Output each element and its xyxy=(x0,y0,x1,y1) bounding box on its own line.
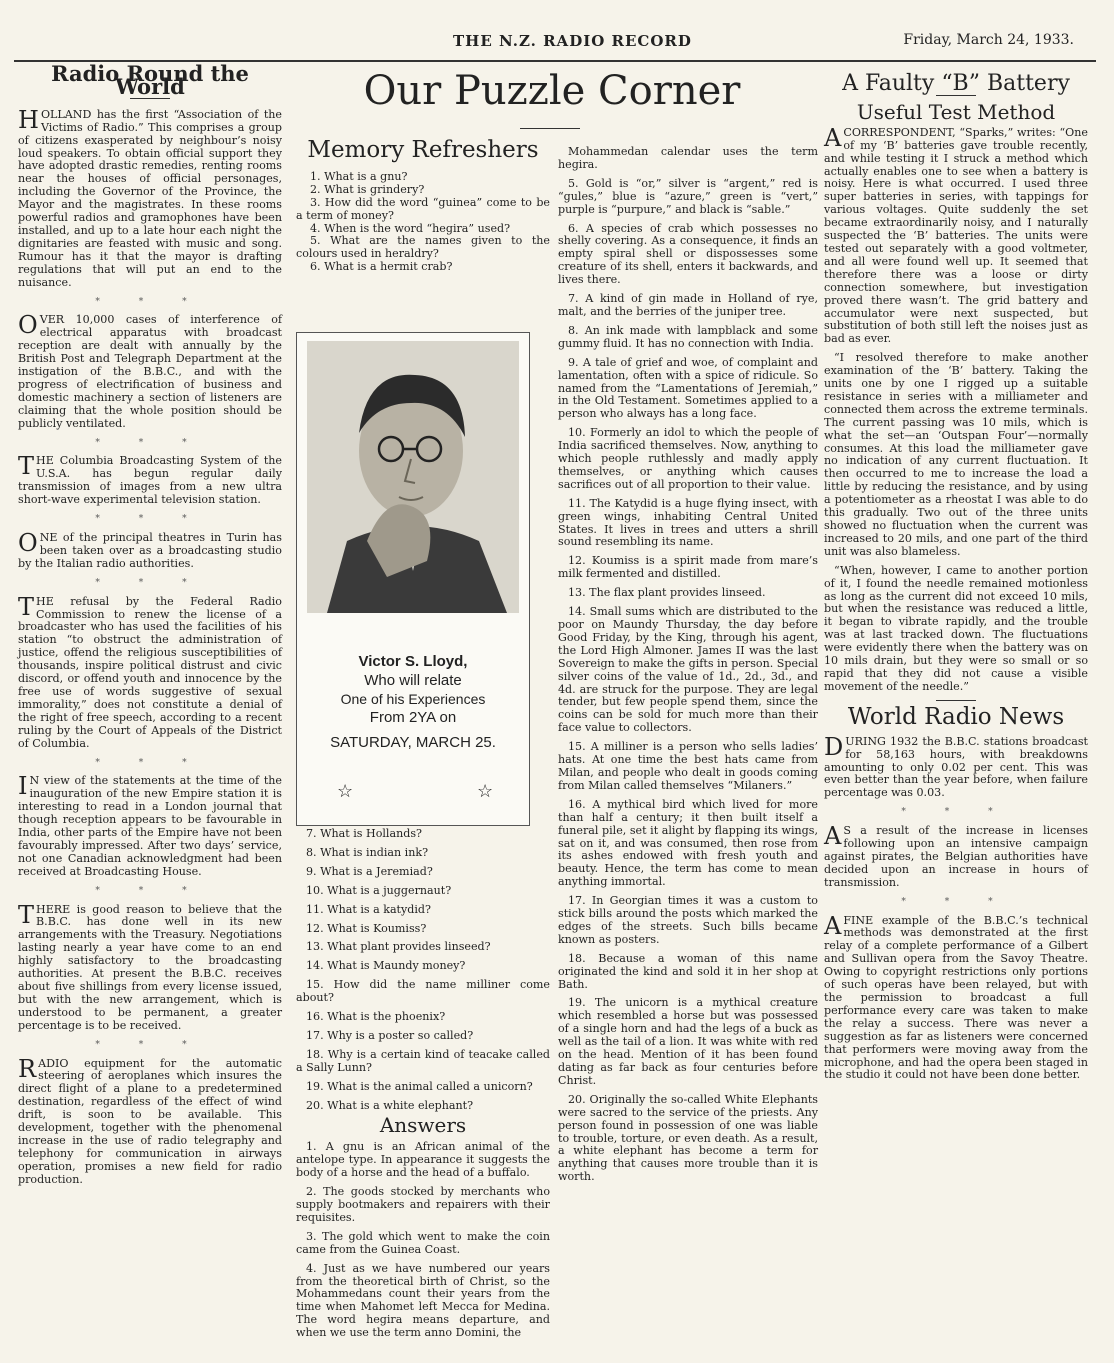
dropcap: O xyxy=(18,311,38,340)
dropcap: H xyxy=(18,105,39,134)
answers-title: Answers xyxy=(379,1112,467,1137)
answer-item: 14. Small sums which are distributed to the poor on Maundy Thursday, the day before Good Friday, by the King, through his agent, the Lord High Almoner. James II was the last Sovereign to make the gifts in person. Special silver coins of the value of 1d., 2d., 3d., and 4d. are struck for the purpose. They are legal tender, but few people spend them, since the coins can be sold for much more than their face value to collectors. xyxy=(558,605,818,735)
news-item: A FINE example of the B.B.C.’s technical methods was demonstrated at the first relay of a complete performance of a Gilbert and Sullivan opera from the Savoy Theatre. Owing to copyright restrictions only portions of such operas have been relayed, but with the permission to broadcast a full performance every care was taken to make the relay a success. There was never a suggestion as far as listeners were concerned that performers were moving away from the microphone, and had the opera been staged in the studio it could not have been done better. xyxy=(824,911,1088,1082)
radio-round-item: THE Columbia Broadcasting System of the U.S.A. has begun regular daily transmission of images from a new ultra short-wave experimental television station. xyxy=(18,452,282,507)
promo-line-2: Who will relate xyxy=(364,672,462,689)
question-item: 2. What is grindery? xyxy=(310,182,425,196)
star-icon: ☆ xyxy=(337,781,354,802)
separator-stars: * * * xyxy=(95,885,205,896)
page-header xyxy=(20,32,1094,54)
promo-name: Victor S. Lloyd, xyxy=(358,653,468,670)
memory-title: Memory Refreshers xyxy=(307,137,539,163)
dropcap: A xyxy=(824,123,842,152)
question-item: 5. What are the names given to the colours used in heraldry? xyxy=(296,234,550,261)
answer-item: 1. A gnu is an African animal of the antelope type. In appearance it suggests the body of a horse and the head of a buffalo. xyxy=(296,1140,550,1180)
puzzle-rule xyxy=(520,128,580,129)
answer-item: 16. A mythical bird which lived for more than half a century; it then built itself a funeral pile, set it alight by flapping its wings, sat on it, and was consumed, then rose from its ashes endowed with fresh youth and beauty. Hence, the term has come to mean anything immortal. xyxy=(558,797,818,889)
news-items xyxy=(824,732,1088,1083)
answer-item: 9. A tale of grief and woe, of complaint and lamentation, often with a spice of ridicule. So named from the “Lamentations of Jeremiah,” in the Old Testament. Sometimes applied to a person who always has a long face. xyxy=(558,355,818,421)
publication-name: THE N.Z. RADIO RECORD xyxy=(453,32,692,50)
answer-item: 10. Formerly an idol to which the people of India sacrificed themselves. Now, anything to which people ruthlessly and madly apply themselves, or anything which causes sacrifices out of all proportion to their value. xyxy=(558,426,818,491)
battery-news-column xyxy=(824,71,1088,1088)
radio-round-item: OVER 10,000 cases of interference of electrical apparatus with broadcast reception are dealt with annually by the British Post and Telegraph Department at the instigation of the B.B.C., and with the progress of electrification of business and domestic machinery a section of listeners are claiming that the whole position should be publicly ventilated. xyxy=(18,311,282,430)
question-item: 16. What is the phoenix? xyxy=(306,1010,446,1024)
answer-item: 13. The flax plant provides linseed. xyxy=(568,586,766,600)
battery-paragraph: A CORRESPONDENT, “Sparks,” writes: “One of my ‘B’ batteries gave trouble recently, and while testing it I struck a method which actually enables one to see when a battery is noisy. Here is what occurred. I used three super batteries in series, with tappings for various voltages. Quite suddenly the set became extraordinarily noisy, and I naturally suspected the ‘B’ batteries. The units were tested out separately with a good voltmeter, and all were found well up. It seemed that therefore there was a loose or dirty connection somewhere, but investigation proved there wasn’t. The grid battery and accumulator were next suspected, but substitution of both still left the noises just as bad as ever. xyxy=(824,123,1088,346)
news-title: World Radio News xyxy=(847,703,1065,730)
radio-round-item: HOLLAND has the first “Association of the Victims of Radio.” This comprises a group of citizens exasperated by neighbour’s noisy loud speakers. To obtain official support they have adopted drastic remedies, renting rooms near the houses of official personages, including the Governor of the Province, the Mayor and the magistrates. In these rooms powerful radios and gramophones have been installed, and up to a late hour each night the dignitaries are feasted with music and song. Rumour has it that the mayor is drafting regulations that will put an end to the nuisance. xyxy=(18,105,282,289)
dropcap: T xyxy=(18,592,35,621)
promo-box xyxy=(296,332,530,826)
memory-column xyxy=(296,137,550,274)
question-item: 14. What is Maundy money? xyxy=(306,959,466,973)
question-item: 19. What is the animal called a unicorn? xyxy=(306,1079,533,1093)
dropcap: T xyxy=(18,452,35,481)
answer-item: 2. The goods stocked by merchants who supply bootmakers and repairers with their requisites. xyxy=(296,1185,550,1224)
answer-item: 11. The Katydid is a huge flying insect, with green wings, inhabiting Central United States. It lives in trees and utters a shrill sound resembling its name. xyxy=(558,496,818,549)
question-item: 13. What plant provides linseed? xyxy=(306,940,491,954)
battery-paragraph: “When, however, I came to another portion of it, I found the needle remained motionless as long as the current did not exceed 10 mils, but when the resistance was reduced a little, it began to vibrate rapidly, and the trouble was at last tracked down. The fluctuations were evidently there when the battery was on 10 mils drain, but they were so small or so rapid that they did not cause a visible movement of the needle.” xyxy=(824,563,1088,693)
question-item: 8. What is indian ink? xyxy=(306,845,429,859)
answer-item: 5. Gold is “or,” silver is “argent,” red is “gules,” blue is “azure,” green is “vert,” purple is “purpure,” and black is “sable.” xyxy=(558,176,818,216)
dropcap: A xyxy=(824,911,842,940)
separator-stars: * * * xyxy=(95,577,205,588)
answer-item: 12. Koumiss is a spirit made from mare’s milk fermented and distilled. xyxy=(558,554,818,581)
question-item: 7. What is Hollands? xyxy=(306,827,422,840)
battery-title: A Faulty “B” Battery xyxy=(842,71,1070,96)
promo-line-3: One of his Experiences xyxy=(340,691,486,707)
promo-line-5: SATURDAY, MARCH 25. xyxy=(330,734,496,751)
answer-item: 7. A kind of gin made in Holland of rye, malt, and the berries of the juniper tree. xyxy=(558,292,818,318)
battery-subtitle: Useful Test Method xyxy=(856,99,1056,124)
answer-item: 17. In Georgian times it was a custom to stick bills around the posts which marked the edges of the streets. Such bills became known as posters. xyxy=(558,894,818,946)
separator-stars: * * * xyxy=(95,1039,205,1050)
question-item: 18. Why is a certain kind of teacake called a Sally Lunn? xyxy=(296,1047,550,1074)
dropcap: I xyxy=(18,772,28,801)
separator-stars: * * * xyxy=(95,437,205,448)
question-item: 15. How did the name milliner come about? xyxy=(296,978,550,1005)
radio-round-item: I N view of the statements at the time of the inauguration of the new Empire station it is interesting to read in a London journal that though reception appears to be favourable in India, other parts of the Empire have not been favourably impressed. After two days’ service, not one Canadian acknowledgment had been received at Broadcasting House. xyxy=(18,772,282,878)
question-item: 12. What is Koumiss? xyxy=(306,921,427,935)
answer-item: 4. Just as we have numbered our years from the theoretical birth of Christ, so the Mohammedans count their years from the time when Mahomet left Mecca for Medina. The word hegira means departure, and when we use the term anno Domini, the xyxy=(296,1261,550,1340)
radio-round-column xyxy=(18,61,282,1193)
answer-item: 3. The gold which went to make the coin came from the Guinea Coast. xyxy=(296,1229,550,1256)
question-item: 11. What is a katydid? xyxy=(306,902,431,916)
question-item: 4. When is the word “hegira” used? xyxy=(310,221,511,235)
question-item: 3. How did the word “guinea” come to be a term of money? xyxy=(296,195,550,222)
answer-item: 19. The unicorn is a mythical creature which resembled a horse but was possessed of a single horn and had the legs of a buck as well as the tail of a lion. It was white with red on the head. Mention of it has been found dating as far back as four centuries before Christ. xyxy=(558,996,818,1087)
separator-stars: * * * xyxy=(95,296,205,307)
section-rule xyxy=(936,700,976,701)
radio-round-items xyxy=(18,105,282,1187)
answer-item: 15. A milliner is a person who sells ladies’ hats. At one time the best hats came from Milan, and people who dealt in goods coming from Milan called themselves “Milaners.” xyxy=(558,740,818,792)
dropcap: A xyxy=(824,822,842,851)
promo-text xyxy=(297,651,529,753)
radio-round-item: RADIO equipment for the automatic steering of aeroplanes which insures the direct flight of a plane to a predetermined destination, regardless of the effect of wind drift, is soon to be available. This development, together with the phenomenal increase in the use of radio telegraphy and telephony for communication in airways operation, promises a new field for radio production. xyxy=(18,1054,282,1186)
questions-answers-column xyxy=(296,828,550,1346)
radio-round-item: THE refusal by the Federal Radio Commission to renew the license of a broadcaster who has used the facilities of his station “to obstruct the administration of justice, offend the religious susceptibilities of thousands, inspire political distrust and civic discord, or offend youth and innocence by the free use of words suggestive of sexual immorality,” does not constitute a denial of the right of free speech, according to a recent ruling by the Court of Appeals of the District of Columbia. xyxy=(18,592,282,750)
issue-date: Friday, March 24, 1933. xyxy=(903,32,1074,48)
answers-first xyxy=(296,1141,550,1340)
battery-paragraph: “I resolved therefore to make another examination of the ‘B’ battery. Taking the units one by one I rigged up a suitable resistance in series with a milliameter and connected them across the extreme terminals. The current passing was 10 mils, which is what the set—an ‘Outspan Four’—normally consumes. At this load the milliameter gave no indication of any current fluctuation. It then occurred to me to increase the load a little by reducing the resistance, and by using a potentiometer as a rheostat I was able to do this gradually. Two out of the three units showed no fluctuation when the current was increased to 20 mils, and one part of the third unit was also blameless. xyxy=(824,351,1088,558)
answer-item: 18. Because a woman of this name originated the kind and sold it in her shop at Bath. xyxy=(558,951,818,991)
dropcap: D xyxy=(824,732,844,761)
questions-first xyxy=(296,171,550,274)
answer-item: 6. A species of crab which possesses no shelly covering. As a consequence, it finds an empty spiral shell or dispossesses some creature of its shell, enters it backwards, and lives there. xyxy=(558,221,818,287)
answer-item: 20. Originally the so-called White Elephants were sacred to the service of the priests. Any person found in possession of one was liable to trouble, torture, or even death. As a result, a white elephant has become a term for anything that causes more trouble than it is worth. xyxy=(558,1092,818,1184)
answer-item: 8. An ink made with lampblack and some gummy fluid. It has no connection with India. xyxy=(558,323,818,350)
radio-round-item: ONE of the principal theatres in Turin has been taken over as a broadcasting studio by the Italian radio authorities. xyxy=(18,529,282,570)
question-item: 10. What is a juggernaut? xyxy=(306,883,452,897)
answer-item: Mohammedan calendar uses the term hegira. xyxy=(558,145,818,171)
question-item: 6. What is a hermit crab? xyxy=(310,260,453,274)
star-icon: ☆ xyxy=(477,781,494,802)
dropcap: R xyxy=(18,1054,37,1083)
question-item: 17. Why is a poster so called? xyxy=(306,1028,474,1042)
portrait-photo xyxy=(307,341,519,613)
separator-stars: * * * xyxy=(901,896,1011,907)
dropcap: O xyxy=(18,529,38,557)
news-item: DURING 1932 the B.B.C. stations broadcast for 58,163 hours, with breakdowns amounting to only 0.02 per cent. This was even better than the year before, when failure percentage was 0.03. xyxy=(824,732,1088,800)
news-item: A S a result of the increase in licenses following upon an intensive campaign against pirates, the Belgian authorities have decided upon an increase in hours of transmission. xyxy=(824,822,1088,889)
puzzle-title: Our Puzzle Corner xyxy=(363,68,741,114)
question-item: 1. What is a gnu? xyxy=(310,169,408,183)
promo-line-4: From 2YA on xyxy=(369,709,457,726)
questions-second xyxy=(296,828,550,1113)
answers-column xyxy=(558,146,818,1190)
separator-stars: * * * xyxy=(901,807,1011,818)
separator-stars: * * * xyxy=(95,514,205,525)
separator-stars: * * * xyxy=(95,757,205,768)
dropcap: T xyxy=(18,900,35,929)
question-item: 9. What is a Jeremiad? xyxy=(306,864,433,878)
answers-second xyxy=(558,146,818,1184)
radio-round-item: THERE is good reason to believe that the B.B.C. has done well in its new arrangements with the Treasury. Negotiations lasting nearly a year have come to an end highly satisfactory to the broadcasting authorities. At present the B.B.C. receives about five shillings from every license issued, but with the new arrangement, which is understood to be permanent, a greater percentage is to be received. xyxy=(18,900,282,1032)
question-item: 20. What is a white elephant? xyxy=(306,1098,474,1112)
radio-round-title: Radio Round the World xyxy=(51,61,249,99)
